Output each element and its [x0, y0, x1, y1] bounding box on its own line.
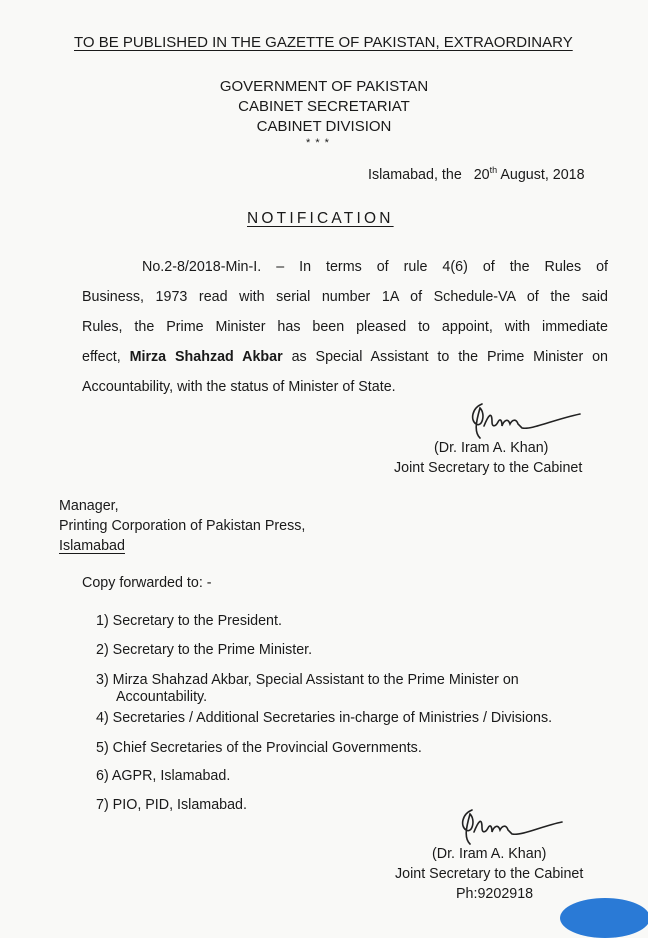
place-date: [368, 165, 585, 183]
signatory-2-name: (Dr. Iram A. Khan): [432, 846, 547, 862]
corner-blue-mark: [560, 898, 648, 938]
date-day-suffix: th: [489, 165, 498, 175]
addressee-line-3: Islamabad: [59, 538, 125, 554]
office-line-division: CABINET DIVISION: [256, 118, 392, 135]
notification-title: NOTIFICATION: [247, 210, 394, 227]
copy-item: 6) AGPR, Islamabad.: [96, 768, 231, 784]
body-line-2: Business, 1973 read with serial number 1A of Schedule-VA of the said: [82, 289, 608, 305]
date-day: 20: [473, 166, 490, 183]
copy-item: 1) Secretary to the President.: [96, 613, 282, 629]
office-stars: * * *: [306, 137, 330, 149]
copy-item-continuation: Accountability.: [116, 689, 208, 705]
date-month-year: August, 2018: [500, 166, 585, 183]
reference-number: No.2-8/2018-Min-I.: [142, 259, 262, 275]
gazette-heading: TO BE PUBLISHED IN THE GAZETTE OF PAKISTAN, EXTRAORDINARY: [74, 34, 573, 51]
appointee-name: Mirza Shahzad Akbar: [129, 349, 283, 365]
copy-item: 4) Secretaries / Additional Secretaries in-charge of Ministries / Divisions.: [96, 710, 553, 726]
copy-forwarded-heading: Copy forwarded to: -: [82, 575, 212, 591]
copy-item: 7) PIO, PID, Islamabad.: [96, 797, 247, 813]
signature-1-image: [462, 398, 592, 444]
signature-2-image: [452, 804, 582, 850]
office-line-government: GOVERNMENT OF PAKISTAN: [219, 78, 429, 95]
office-line-secretariat: CABINET SECRETARIAT: [238, 98, 410, 115]
addressee-line-2: Printing Corporation of Pakistan Press,: [59, 518, 306, 534]
body-line-5: Accountability, with the status of Minister of State.: [82, 379, 396, 395]
body-line-4: effect, Mirza Shahzad Akbar as Special Assistant to the Prime Minister on: [82, 349, 608, 365]
addressee-line-1: Manager,: [59, 498, 119, 514]
notification-body: [82, 252, 608, 402]
copy-item: 2) Secretary to the Prime Minister.: [96, 642, 313, 658]
body-line-3: Rules, the Prime Minister has been pleased to appoint, with immediate: [82, 319, 608, 335]
body-line-1: No.2-8/2018-Min-I. – In terms of rule 4(6) of the Rules of: [142, 259, 609, 275]
signatory-2-designation: Joint Secretary to the Cabinet: [395, 866, 584, 882]
copy-item: 3) Mirza Shahzad Akbar, Special Assistant to the Prime Minister on: [96, 672, 519, 688]
place: Islamabad, the: [368, 166, 462, 183]
copy-item: 5) Chief Secretaries of the Provincial Governments.: [96, 740, 422, 756]
signatory-1-name: (Dr. Iram A. Khan): [434, 440, 549, 456]
signatory-2-phone: Ph:9202918: [456, 886, 534, 902]
signatory-1-designation: Joint Secretary to the Cabinet: [394, 460, 583, 476]
